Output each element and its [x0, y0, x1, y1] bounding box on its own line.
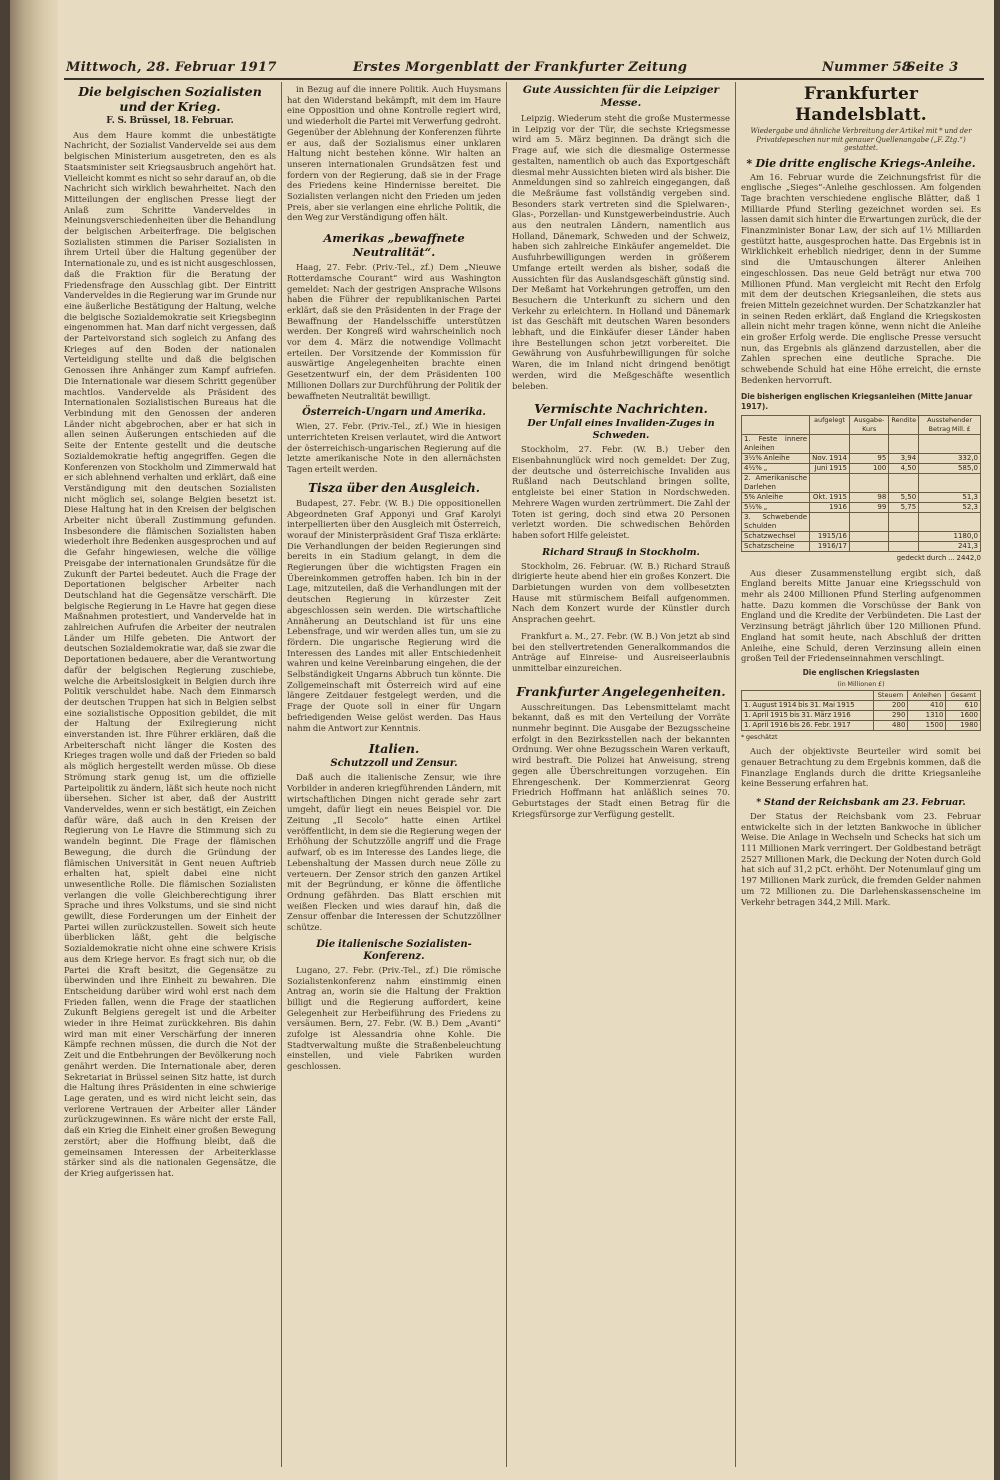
table-kriegslasten — [741, 690, 981, 743]
table1-row — [742, 463, 981, 473]
table1-cell: 95 — [849, 453, 888, 463]
headline-frankfurter-angelegenheiten: Frankfurter Angelegenheiten. — [516, 683, 726, 699]
column-4 — [741, 84, 981, 1464]
table2-header-cell: Steuern — [873, 691, 908, 701]
table1-cell — [849, 512, 888, 531]
article-frankfurt-note: Frankfurt a. M., 27. Febr. (W. B.) Von jetzt ab sind bei den stellvertretenden Generalkommandos die Anträge auf Einreise- und Ausreiseerlaubnis unmittelbar einzureichen. — [512, 630, 730, 673]
table1-row — [742, 492, 981, 502]
table1-cell — [849, 541, 888, 551]
table1-row — [742, 541, 981, 551]
headline-reichsbank: * Stand der Reichsbank am 23. Februar. — [756, 796, 966, 808]
table1-row — [742, 473, 981, 492]
article-continuation: in Bezug auf die innere Politik. Auch Huysmans hat den Widerstand bekämpft, mit dem im Haure eine Opposition und ohne Kontrolle regiert wird, und wiederholt die Partei mit Verwerfung gedroht. Gegenüber der Ablehnung der Konferenzen führte er aus, daß der Sozialismus einer unklaren Haltung nicht bestehen könne. Wir halten an unseren internationalen Grundsätzen fest und fordern von der Regierung, daß sie in der Frage des Friedens keine Hindernisse bereitet. Die Sozialisten verlangen nicht den Frieden um jeden Preis, aber sie verlangen eine ehrliche Politik, die den Weg zur Verständigung offen hält. — [287, 84, 501, 223]
table1-cell: 99 — [849, 502, 888, 512]
table-kriegsanleihen — [741, 415, 981, 564]
table2-cell: 610 — [946, 701, 981, 711]
article-kriegsanleihe-2: Aus dieser Zusammenstellung ergibt sich, daß England bereits Mitte Januar eine Kriegsschuld von mehr als 2400 Millionen Pfund Sterling aufgenommen hatte. Dazu kommen die Vorschüsse der Bank von England und die Kredite der Verbündeten. Die Last der Verzinsung beträgt jährlich über 120 Millionen Pfund. England hat somit heute, nach Abschluß der dritten Anleihe, eine Schuld, deren Verzinsung allein einen großen Teil der Friedenseinnahmen verschlingt. — [741, 567, 981, 664]
table1-cell: 98 — [849, 492, 888, 502]
column-rule — [281, 82, 282, 1467]
byline: F. S. Brüssel, 18. Februar. — [106, 116, 234, 126]
page-gutter — [10, 0, 58, 1480]
table1-cell — [919, 473, 981, 492]
table1-cell: 585,0 — [919, 463, 981, 473]
article-reichsbank: Der Status der Reichsbank vom 23. Februar entwickelte sich in der letzten Bankwoche in üblicher Weise. Die Anlage in Wechseln und Schecks hat sich um 111 Millionen Mark verringert. Der Goldbestand beträgt 2527 Millionen Mark, die Deckung der Noten durch Gold hat sich auf 31,2 pCt. erhöht. Der Notenumlauf ging um 197 Millionen Mark zurück, die fremden Gelder nahmen um 72 Millionen zu. Die Darlehenskassenscheine im Verkehr betragen 344,2 Mill. Mark. — [741, 810, 981, 907]
table2-cell: 1600 — [946, 711, 981, 721]
table1-cell: 5½% „ — [742, 502, 810, 512]
table1-cell — [849, 531, 888, 541]
table1-total: gedeckt durch ... 2442,0 — [896, 553, 981, 562]
table1-cell: 5% Anleihe — [742, 492, 810, 502]
masthead-rule — [64, 78, 984, 80]
table2-subtitle: (in Millionen £) — [837, 679, 885, 688]
table1-cell — [919, 512, 981, 531]
table1-row — [742, 531, 981, 541]
article-kriegsanleihe-3: Auch der objektivste Beurteiler wird somit bei genauer Betrachtung zu dem Ergebnis kommen, daß die Finanzlage Englands durch die dritte Kriegsanleihe keine Besserung erfahren hat. — [741, 746, 981, 789]
article-amerika: Haag, 27. Febr. (Priv.-Tel., zf.) Dem „Nieuwe Rotterdamsche Courant“ wird aus Washington gemeldet: Nach der gestrigen Ansprache Wilsons haben die Führer der republikanischen Partei erklärt, daß sie den Präsidenten in der Frage der Bewaffnung der Handelsschiffe unterstützen werden. Der Kongreß wird wahrscheinlich noch vor dem 4. März die notwendige Vollmacht erteilen. Der Vorsitzende der Kommission für auswärtige Angelegenheiten brachte einen Gesetzentwurf ein, der dem Präsidenten 100 Millionen Dollars zur Durchführung der Politik der bewaffneten Neutralität bewilligt. — [287, 262, 501, 401]
table2-row — [742, 711, 981, 721]
table1-cell — [810, 512, 850, 531]
table2-row — [742, 701, 981, 711]
headline-tisza: Tisza über den Ausgleich. — [308, 480, 480, 495]
headline-belgian-socialists: Die belgischen Sozialisten und der Krieg. — [78, 84, 262, 114]
article-leipzig: Leipzig. Wiederum steht die große Mustermesse in Leipzig vor der Tür, die sechste Kriegsmesse wird am 5. März beginnen. Da drängt sich die Frage auf, wie sich die diesmalige Ostermesse gestalten, namentlich ob auch das Exportgeschäft diesmal mehr Aussichten bieten wird als bisher. Die Anmeldungen sind so zahlreich eingegangen, daß die Meßräume fast vollständig vergeben sind. Besonders stark vertreten sind die Spielwaren-, Glas-, Porzellan- und Kunstgewerbeindustrie. Auch aus den neutralen Ländern, namentlich aus Holland, Dänemark, Schweden und der Schweiz, haben sich zahlreiche Einkäufer angemeldet. Die Ausfuhrbewilligungen werden in größerem Umfange erteilt werden als bisher, sodaß die Aussichten für das Auslandsgeschäft günstig sind. Der Meßamt hat Vorkehrungen getroffen, um den Besuchern die Unterkunft zu sichern und den Verkehr zu erleichtern. In Holland und Dänemark ist das Geschäft mit deutschen Waren besonders lebhaft, und die Einkäufer dieser Länder haben ihre Bestellungen schon jetzt vorbereitet. Die Gewährung von Ausfuhrbewilligungen für solche Waren, die im Inland nicht dringend benötigt werden, wird die Meßgeschäfte wesentlich beleben. — [512, 113, 730, 391]
table2-cell: 1310 — [908, 711, 946, 721]
table1-cell: 1916 — [810, 502, 850, 512]
masthead-date: Mittwoch, 28. Februar 1917 — [66, 60, 277, 75]
article-schutzzoll: Daß auch die italienische Zensur, wie ihre Vorbilder in anderen kriegführenden Ländern, mit wirtschaftlichen Dingen nicht gerade sehr zart umgeht, dafür liegt ein neues Beispiel vor. Die Zeitung „Il Secolo“ hatte einen Artikel veröffentlicht, in dem sie die Regierung wegen der Erhöhung der Schutzzölle angriff und die Frage aufwarf, ob es im Interesse des Landes liege, die Lebenshaltung der Massen durch neue Zölle zu verteuern. Der Zensor strich den ganzen Artikel mit der Begründung, er könne die öffentliche Ordnung gefährden. Das Blatt erschien mit weißen Flecken und wies darauf hin, daß die Zensur offenbar die Interessen der Schutzzöllner schütze. — [287, 772, 501, 933]
table2-cell: 200 — [873, 701, 908, 711]
table1-cell — [889, 512, 919, 531]
headline-sozialisten-konferenz: Die italienische Sozialisten-Konferenz. — [316, 938, 472, 962]
newspaper-page — [10, 0, 994, 1480]
table1-cell — [810, 434, 850, 453]
section-banner-handelsblatt: Frankfurter Handelsblatt. — [795, 84, 927, 125]
table2-header-cell — [742, 691, 874, 701]
article-kriegsanleihe: Am 16. Februar wurde die Zeichnungsfrist für die englische „Sieges“-Anleihe geschlossen. Am folgenden Tage brachten verschiedene englische Blätter, daß 1 Milliarde Pfund Sterling gezeichnet worden sei. Es lassen damit sich hinter die Erwartungen zurück, die der Finanzminister Bonar Law, der sich auf 1½ Milliarden gestützt hatte, ausgesprochen hatte. Das Ergebnis ist in Wirklichkeit erheblich niedriger, denn in der Summe sind die Umtauschungen älterer Anleihen eingeschlossen. Das neue Geld beträgt nur etwa 700 Millionen Pfund. Man vergleicht mit Recht den Erfolg mit dem der deutschen Kriegsanleihen, die stets aus freien Mitteln gezeichnet wurden. Der Schatzkanzler hat in seinen Reden erklärt, daß England die Kriegskosten allein nicht mehr tragen könne, wenn nicht die Anleihe ein großer Erfolg werde. Die englische Presse versucht nun, das Ergebnis als glänzend darzustellen, aber die Zahlen sprechen eine deutliche Sprache. Die schwebende Schuld hat eine Höhe erreicht, die ernste Bedenken hervorruft. — [741, 171, 981, 385]
table1-cell: 5,50 — [889, 492, 919, 502]
table1-cell: 1. Feste innere Anleihen — [742, 434, 810, 453]
table1-header-cell: aufgelegt — [810, 415, 850, 434]
table1-header-cell: Rendite — [889, 415, 919, 434]
table1-header-cell: Ausgabe-Kurs — [849, 415, 888, 434]
article-unfall: Stockholm, 27. Febr. (W. B.) Ueber den Eisenbahnunglück wird noch gemeldet: Der Zug, der deutsche und österreichische Invaliden aus Rußland nach Deutschland bringen sollte, entgleiste bei einer Station in Nordschweden. Mehrere Wagen wurden zertrümmert. Die Zahl der Toten ist gering, doch sind etwa 20 Personen verletzt worden. Die schwedischen Behörden haben sofort Hilfe geleistet. — [512, 444, 730, 540]
table1-cell — [810, 473, 850, 492]
column-rule — [735, 82, 736, 1467]
table2-header-cell: Anleihen — [908, 691, 946, 701]
table2-cell: 410 — [908, 701, 946, 711]
table1-cell: 2. Amerikanische Darlehen — [742, 473, 810, 492]
table1-cell: Schatzwechsel — [742, 531, 810, 541]
article-tisza: Budapest, 27. Febr. (W. B.) Die oppositionellen Abgeordneten Graf Apponyi und Graf Karolyi interpellierten über den Ausgleich mit Österreich, worauf der Ministerpräsident Graf Tisza erklärte: Die Verhandlungen der beiden Regierungen sind bereits in ein Stadium gelangt, in dem die Regierungen über die wichtigsten Fragen ein Übereinkommen getroffen haben. Ich bin in der Lage, mitzuteilen, daß die Verhandlungen mit der deutschen Regierung in kürzester Zeit abgeschlossen sein werden. Die wirtschaftliche Annäherung an Deutschland ist für uns eine Lebensfrage, und wir werden alles tun, um sie zu fördern. Die ungarische Regierung wird die Interessen des Landes mit aller Entschiedenheit wahren und keine Vereinbarung eingehen, die der Selbständigkeit Ungarns Abbruch tun könnte. Die Zollgemeinschaft mit Österreich wird auf eine längere Zeitdauer festgelegt werden, und die Frage der Quote soll in einer für Ungarn befriedigenden Weise gelöst werden. Das Haus nahm die Antwort zur Kenntnis. — [287, 497, 501, 733]
table2-note: * geschätzt — [741, 733, 778, 742]
table2-cell: 1. April 1915 bis 31. März 1916 — [742, 711, 874, 721]
table1-cell: 3½% Anleihe — [742, 453, 810, 463]
table1-cell: Okt. 1915 — [810, 492, 850, 502]
headline-leipziger-messe: Gute Aussichten für die Leipziger Messe. — [522, 84, 720, 109]
table1-cell: 5,75 — [889, 502, 919, 512]
table1-row — [742, 453, 981, 463]
table1-title: Die bisherigen englischen Kriegsanleihen (Mitte Januar 1917). — [741, 391, 973, 412]
table1-cell: 1916/17 — [810, 541, 850, 551]
table2-row — [742, 721, 981, 731]
table1-cell: 4½% „ — [742, 463, 810, 473]
table1-cell: 3. Schwebende Schulden — [742, 512, 810, 531]
table1-cell — [889, 541, 919, 551]
masthead-number: Nummer 58 — [822, 60, 912, 75]
masthead-paper: Erstes Morgenblatt der Frankfurter Zeitung — [353, 60, 688, 75]
table2-title: Die englischen Kriegslasten — [802, 668, 920, 677]
table1-cell: 332,0 — [919, 453, 981, 463]
article-strauss: Stockholm, 26. Februar. (W. B.) Richard Strauß dirigierte heute abend hier ein großes Konzert. Die Darbietungen wurden von dem vollbesetzten Hause mit stürmischem Beifall aufgenommen. Nach dem Konzert wurde der Künstler durch Ansprachen geehrt. — [512, 560, 730, 625]
table1-cell: 241,3 — [919, 541, 981, 551]
article-angelegenheiten: Ausschreitungen. Das Lebensmittelamt macht bekannt, daß es mit den Verteilung der Vorräte nunmehr beginnt. Die Ausgabe der Bezugsscheine erfolgt in den Bezirksstellen nach der bekannten Ordnung. Wer ohne Bezugsschein Waren verkauft, wird bestraft. Die Polizei hat Anweisung, streng gegen alle Überschreitungen vorzugehen. Ein Ehrengeschenk. Der Kommerzienrat Georg Friedrich Hoffmann hat anläßlich seines 70. Geburtstages der Stadt einen Betrag für die Kriegsfürsorge zur Verfügung gestellt. — [512, 701, 730, 819]
table1-header-cell — [742, 415, 810, 434]
table2-cell: 1980 — [946, 721, 981, 731]
table1-row — [742, 512, 981, 531]
table1-cell: 51,3 — [919, 492, 981, 502]
table1-row — [742, 434, 981, 453]
table1-cell: 100 — [849, 463, 888, 473]
table1-cell — [919, 434, 981, 453]
column-rule — [506, 82, 507, 1467]
masthead-page: Seite 3 — [906, 60, 959, 75]
article-oesterreich: Wien, 27. Febr. (Priv.-Tel., zf.) Wie in hiesigen unterrichteten Kreisen verlautet, wird die Antwort der österreichisch-ungarischen Regierung auf die letzte amerikanische Note in den allernächsten Tagen erteilt werden. — [287, 421, 501, 475]
table1-row — [742, 502, 981, 512]
table1-cell: Nov. 1914 — [810, 453, 850, 463]
table1-cell: Schatzscheine — [742, 541, 810, 551]
table2-cell: 1. April 1916 bis 26. Febr. 1917 — [742, 721, 874, 731]
table2-cell: 290 — [873, 711, 908, 721]
table1-cell: 52,3 — [919, 502, 981, 512]
table1-cell: 4,50 — [889, 463, 919, 473]
table2-cell: 1500 — [908, 721, 946, 731]
headline-italien: Italien. — [368, 741, 420, 757]
column-2 — [287, 84, 501, 1464]
table1-cell — [889, 473, 919, 492]
table2-header-cell: Gesamt — [946, 691, 981, 701]
table1-cell — [889, 531, 919, 541]
headline-schutzzoll: Schutzzoll und Zensur. — [330, 758, 458, 770]
table1-cell: Juni 1915 — [810, 463, 850, 473]
column-1 — [64, 84, 276, 1464]
article-body: Aus dem Haure kommt die unbestätigte Nachricht, der Sozialist Vandervelde sei aus dem belgischen Ministerium ausgetreten, den es als Staatsminister seit Kriegsausbruch angehört hat. Vielleicht kommt es nicht so sehr darauf an, ob die Nachricht sich wirklich bewahrheitet. Nach den Mitteilungen der englischen Presse liegt der Anlaß zum Schritte Vanderveldes in Meinungsverschiedenheiten über die Behandlung der belgischen Arbeiterfrage. Die belgischen Sozialisten stimmen die Pariser Sozialisten in ihrem Urteil über die Haltung gegenüber der Internationale zu, und es ist nicht ausgeschlossen, daß die Fraktion für die Beratung der Friedensfrage den Ausschlag gibt. Der Eintritt Vanderveldes in die Regierung war im Grunde nur eine äußerliche Bestätigung der Haltung, welche die belgische Sozialdemokratie seit Kriegsbeginn eingenommen hat. Man darf nicht vergessen, daß der Parteivorstand sich sogleich zu Anfang des Krieges auf den Boden der nationalen Verteidigung stellte und daß die belgischen Genossen ihre Anhänger zum Kampf aufriefen. Die Internationale war diesem Schritt gegenüber machtlos. Vandervelde als Präsident des Internationalen Sozialistischen Bureaus hat die Verbindung mit den Genossen der anderen Länder nicht abgebrochen, aber er hat sich in allen seinen Äußerungen entschieden auf die Seite der Entente gestellt und die deutsche Sozialdemokratie heftig angegriffen. Gegen die Konferenzen von Stockholm und Zimmerwald hat er sich ablehnend verhalten und erklärt, daß eine Verständigung mit den deutschen Sozialisten nicht möglich sei, solange Belgien besetzt ist. Diese Haltung hat in den Kreisen der belgischen Arbeiter nicht überall Zustimmung gefunden. Insbesondere die flämischen Sozialisten haben wiederholt ihre Bedenken ausgesprochen und auf die Gefahr hingewiesen, welche die völlige Preisgabe der internationalen Grundsätze für die Zukunft der Partei bedeutet. Auch die Frage der Deportationen belgischer Arbeiter nach Deutschland hat die Gegensätze verschärft. Die belgische Regierung in Le Havre hat gegen diese Maßnahmen protestiert, und Vandervelde hat in zahlreichen Aufrufen die Arbeiter der neutralen Länder um Hilfe gebeten. Die Antwort der deutschen Sozialdemokratie war, daß sie zwar die Deportationen bedauere, aber die Verantwortung dafür der belgischen Regierung zuschiebe, welche die Arbeitslosigkeit in Belgien durch ihre Politik verschuldet habe. Nach dem Einmarsch der deutschen Truppen hat sich in Belgien selbst eine sozialistische Opposition gebildet, die mit der Haltung der Exilregierung nicht einverstanden ist. Ihre Führer erklären, daß die Arbeiterschaft nicht länger die Kosten des Krieges tragen wolle und daß der Frieden so bald als möglich hergestellt werden müsse. Ob diese Strömung stark genug ist, um die offizielle Parteipolitik zu ändern, läßt sich heute noch nicht übersehen. Sicher ist aber, daß der Austritt Vanderveldes, wenn er sich bestätigt, ein Zeichen dafür wäre, daß auch in den Kreisen der Regierung von Le Havre die Stimmung sich zu wandeln beginnt. Die Frage der flämischen Bewegung, die durch die Gründung der flämischen Universität in Gent neuen Auftrieb erhalten hat, spielt dabei eine nicht unwesentliche Rolle. Die flämischen Sozialisten verlangen die volle Gleichberechtigung ihrer Sprache und ihres Volkstums, und sie sind nicht gewillt, diese Forderungen um der Einheit der Partei willen zurückzustellen. Soweit sich heute überblicken läßt, geht die belgische Sozialdemokratie nicht ohne eine schwere Krisis aus dem Kriege hervor. Es fragt sich nur, ob die Partei die Kraft besitzt, die Gegensätze zu überwinden und ihre Einheit zu bewahren. Die Entscheidung darüber wird wohl erst nach dem Frieden fallen, wenn die Frage der staatlichen Zukunft Belgiens geregelt ist und die Arbeiter wieder in ihre Heimat zurückkehren. Bis dahin wird man mit einer Verschärfung der inneren Kämpfe rechnen müssen, die durch die Not der Zeit und die Entbehrungen der Bevölkerung noch genährt werden. Die Internationale aber, deren Sekretariat in Brüssel seinen Sitz hatte, ist durch die Haltung ihres Präsidenten in eine schwierige Lage geraten, und es wird nicht leicht sein, das verlorene Vertrauen der Arbeiter aller Länder zurückzugewinnen. Es wäre nicht der erste Fall, daß ein Krieg die Einheit einer großen Bewegung zerstört; aber die Hoffnung bleibt, daß die gemeinsamen Interessen der Arbeiterklasse stärker sind als die nationalen Gegensätze, die der Krieg aufgerissen hat. — [64, 129, 276, 1178]
table1-cell — [849, 473, 888, 492]
headline-kriegsanleihe: * Die dritte englische Kriegs-Anleihe. — [746, 156, 976, 170]
table1-cell — [889, 434, 919, 453]
table2-cell: 1. August 1914 bis 31. Mai 1915 — [742, 701, 874, 711]
article-konferenz: Lugano, 27. Febr. (Priv.-Tel., zf.) Die römische Sozialistenkonferenz nahm einstimmig einen Antrag an, worin sie die Haltung der Fraktion billigt und die Regierung auffordert, keine Gelegenheit zur Herbeiführung des Friedens zu versäumen. Bern, 27. Febr. (W. B.) Dem „Avanti“ zufolge ist Alessandria ohne Kohle. Die Stadtverwaltung mußte die Straßenbeleuchtung einstellen, und viele Fabriken wurden geschlossen. — [287, 964, 501, 1072]
table2-cell: 480 — [873, 721, 908, 731]
headline-vermischte: Vermischte Nachrichten. — [534, 401, 708, 417]
table1-cell: 1915/16 — [810, 531, 850, 541]
headline-oesterreich: Österreich-Ungarn und Amerika. — [302, 407, 486, 419]
headline-amerika: Amerikas „bewaffnete Neutralität“. — [323, 231, 465, 260]
headline-unfall: Der Unfall eines Invaliden-Zuges in Schweden. — [527, 418, 715, 442]
column-3 — [512, 84, 730, 1464]
table1-cell: 3,94 — [889, 453, 919, 463]
table1-header-cell: Ausstehender Betrag Mill. £ — [919, 415, 981, 434]
table1-cell: 1180,0 — [919, 531, 981, 541]
reprint-notice: Wiedergabe und ähnliche Verbreitung der Artikel mit * und der Privatdepeschen nur mit genauer Quellenangabe („F. Ztg.“) gestattet. — [750, 127, 972, 152]
headline-strauss: Richard Strauß in Stockholm. — [542, 546, 700, 558]
table1-cell — [849, 434, 888, 453]
